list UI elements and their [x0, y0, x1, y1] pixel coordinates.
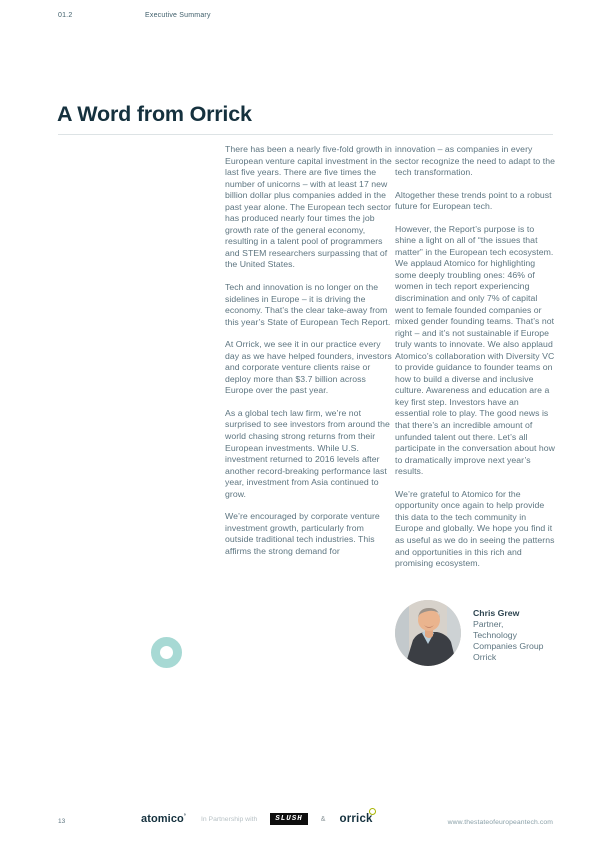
slush-logo: SLUSH	[270, 813, 308, 826]
article-column-right	[395, 144, 555, 581]
author-role-line: Companies Group	[473, 641, 544, 651]
author-role-line: Partner,	[473, 619, 504, 629]
website-link[interactable]: www.thestateofeuropeantech.com	[447, 819, 553, 826]
page-number: 13	[58, 818, 66, 825]
paragraph: We’re encouraged by corporate venture investment growth, particularly from outside traditional tech industries. This affirms the strong demand for	[225, 511, 380, 556]
paragraph: There has been a nearly five-fold growth in European venture capital investment in the last five years. There are five times the number of unicorns – with at least 17 new billion dollar plus companies added in the past year alone. The European tech sector has produced nearly four times the job growth rate of the general economy, resulting in a talent pool of programmers and STEM researchers surpassing that of the United States.	[225, 144, 392, 270]
paragraph: Tech and innovation is no longer on the sidelines in Europe – it is driving the economy. That’s the clear take-away from this year’s State of European Tech Report.	[225, 282, 391, 327]
teal-donut-decoration	[151, 637, 182, 668]
page-title: A Word from Orrick	[57, 102, 252, 127]
title-divider	[58, 134, 553, 135]
chris-grew-photo	[395, 600, 461, 666]
orrick-logo: orrick	[339, 813, 372, 825]
section-title: Executive Summary	[145, 12, 211, 19]
paragraph: At Orrick, we see it in our practice every day as we have helped founders, investors and corporate venture clients raise or deploy more than $3.7 billion across Europe over the past year.	[225, 339, 392, 396]
author-caption	[473, 600, 544, 663]
section-number: 01.2	[58, 12, 73, 19]
partnership-label: In Partnership with	[200, 815, 258, 823]
paragraph: As a global tech law firm, we’re not surprised to see investors from around the world chasing strong returns from their European investments. While U.S. investment returned to 2016 levels after another record-breaking performance last year, investment from Asia continued to grow.	[225, 407, 390, 499]
paragraph: innovation – as companies in every sector recognize the need to adapt to the tech transformation.	[395, 144, 555, 178]
ampersand-label: &	[320, 815, 326, 823]
paragraph: Altogether these trends point to a robust future for European tech.	[395, 189, 552, 212]
author-name: Chris Grew	[473, 608, 520, 618]
paragraph: However, the Report’s purpose is to shine a light on all of “the issues that matter” in the European tech ecosystem. We applaud Atomico for highlighting some deeply troubling ones: 46% of women in tech report experiencing discrimination and only 7% of capital went to female founded companies or mixed gender founding teams. That’s not right – and it’s not sustainable if Europe truly wants to innovate. We also applaud Atomico’s collaboration with Diversity VC to provide guidance to founder teams on how to build a diverse and inclusive culture. Awareness and education are a key first step. Investors have an essential role to play. The good news is that there’s an incredible amount of unfunded talent out there. Let’s all participate in the conversation about how to dramatically improve next year’s results.	[395, 223, 555, 477]
paragraph: We’re grateful to Atomico for the opportunity once again to help provide this data to the tech community in Europe and globally. We hope you find it as useful as we do in seeing the patterns and opportunities in this rich and promising ecosystem.	[395, 488, 555, 569]
author-role-line: Technology	[473, 630, 517, 640]
author-block	[395, 600, 560, 666]
atomico-logo: atomico°	[141, 813, 186, 825]
footer-logos	[141, 810, 373, 828]
author-role-line: Orrick	[473, 652, 497, 662]
article-column-left	[225, 144, 393, 569]
orrick-ring-icon	[369, 808, 376, 815]
